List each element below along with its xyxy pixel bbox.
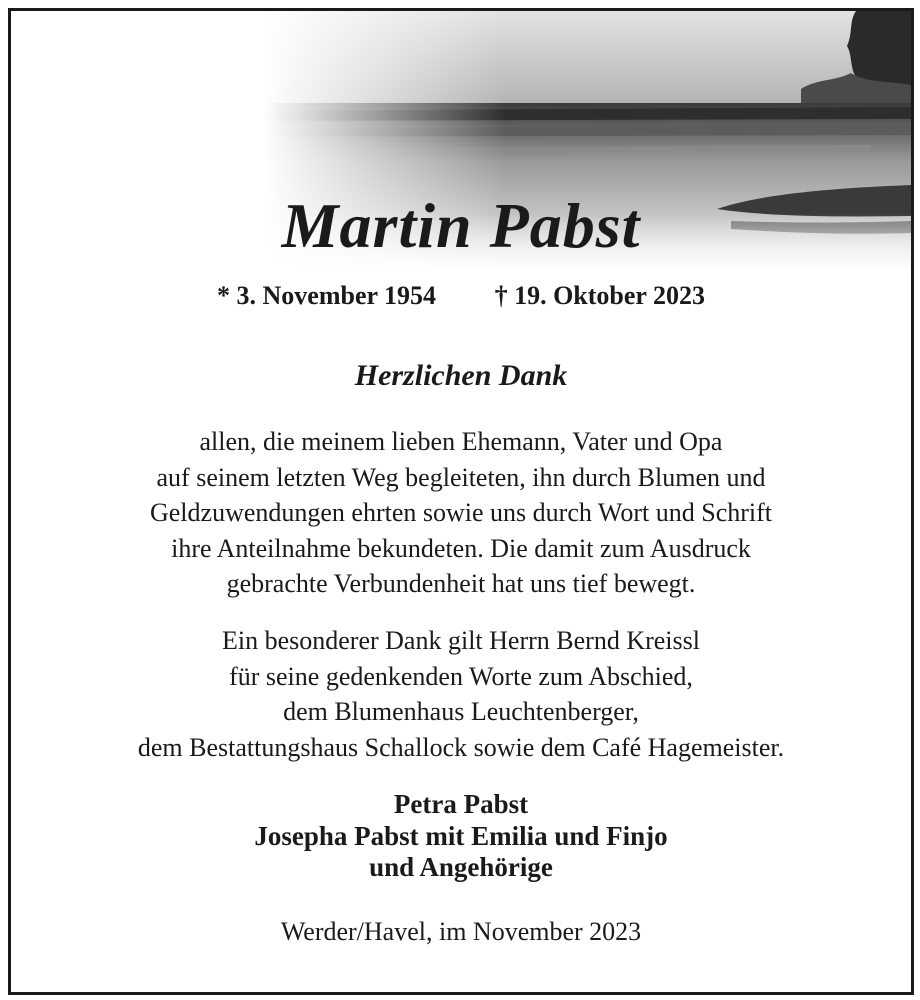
text-line: dem Blumenhaus Leuchtenberger, — [283, 697, 639, 726]
obituary-frame — [8, 8, 914, 995]
text-line: für seine gedenkenden Worte zum Abschied, — [229, 661, 693, 691]
text-line: allen, die meinem lieben Ehemann, Vater und Opa — [199, 427, 723, 456]
birth-date: * 3. November 1954 — [217, 281, 437, 310]
signer-line: Petra Pabst — [393, 789, 529, 819]
deceased-name: Martin Pabst — [281, 190, 641, 261]
place-date: Werder/Havel, im November 2023 — [280, 917, 642, 946]
life-dates — [11, 281, 911, 311]
text-line: auf seinem letzten Weg begleiteten, ihn durch Blumen und — [156, 462, 766, 492]
text-line: ihre Anteilnahme bekundeten. Die damit zum Ausdruck — [171, 533, 751, 563]
text-line: dem Bestattungshaus Schallock sowie dem Café Hagemeister. — [137, 732, 785, 762]
text-line: Geldzuwendungen ehrten sowie uns durch Wort und Schrift — [149, 498, 772, 527]
text-line: Ein besonderer Dank gilt Herrn Bernd Kreissl — [222, 626, 700, 655]
death-date: † 19. Oktober 2023 — [494, 281, 705, 310]
special-thanks-paragraph — [11, 623, 911, 765]
signer-line: Josepha Pabst mit Emilia und Finjo — [254, 820, 668, 851]
signer-line: und Angehörige — [369, 852, 553, 882]
thanks-heading: Herzlichen Dank — [354, 359, 568, 392]
text-line: gebrachte Verbundenheit hat uns tief bewegt. — [226, 569, 696, 598]
signers-block — [11, 789, 911, 884]
thanks-paragraph — [11, 424, 911, 602]
